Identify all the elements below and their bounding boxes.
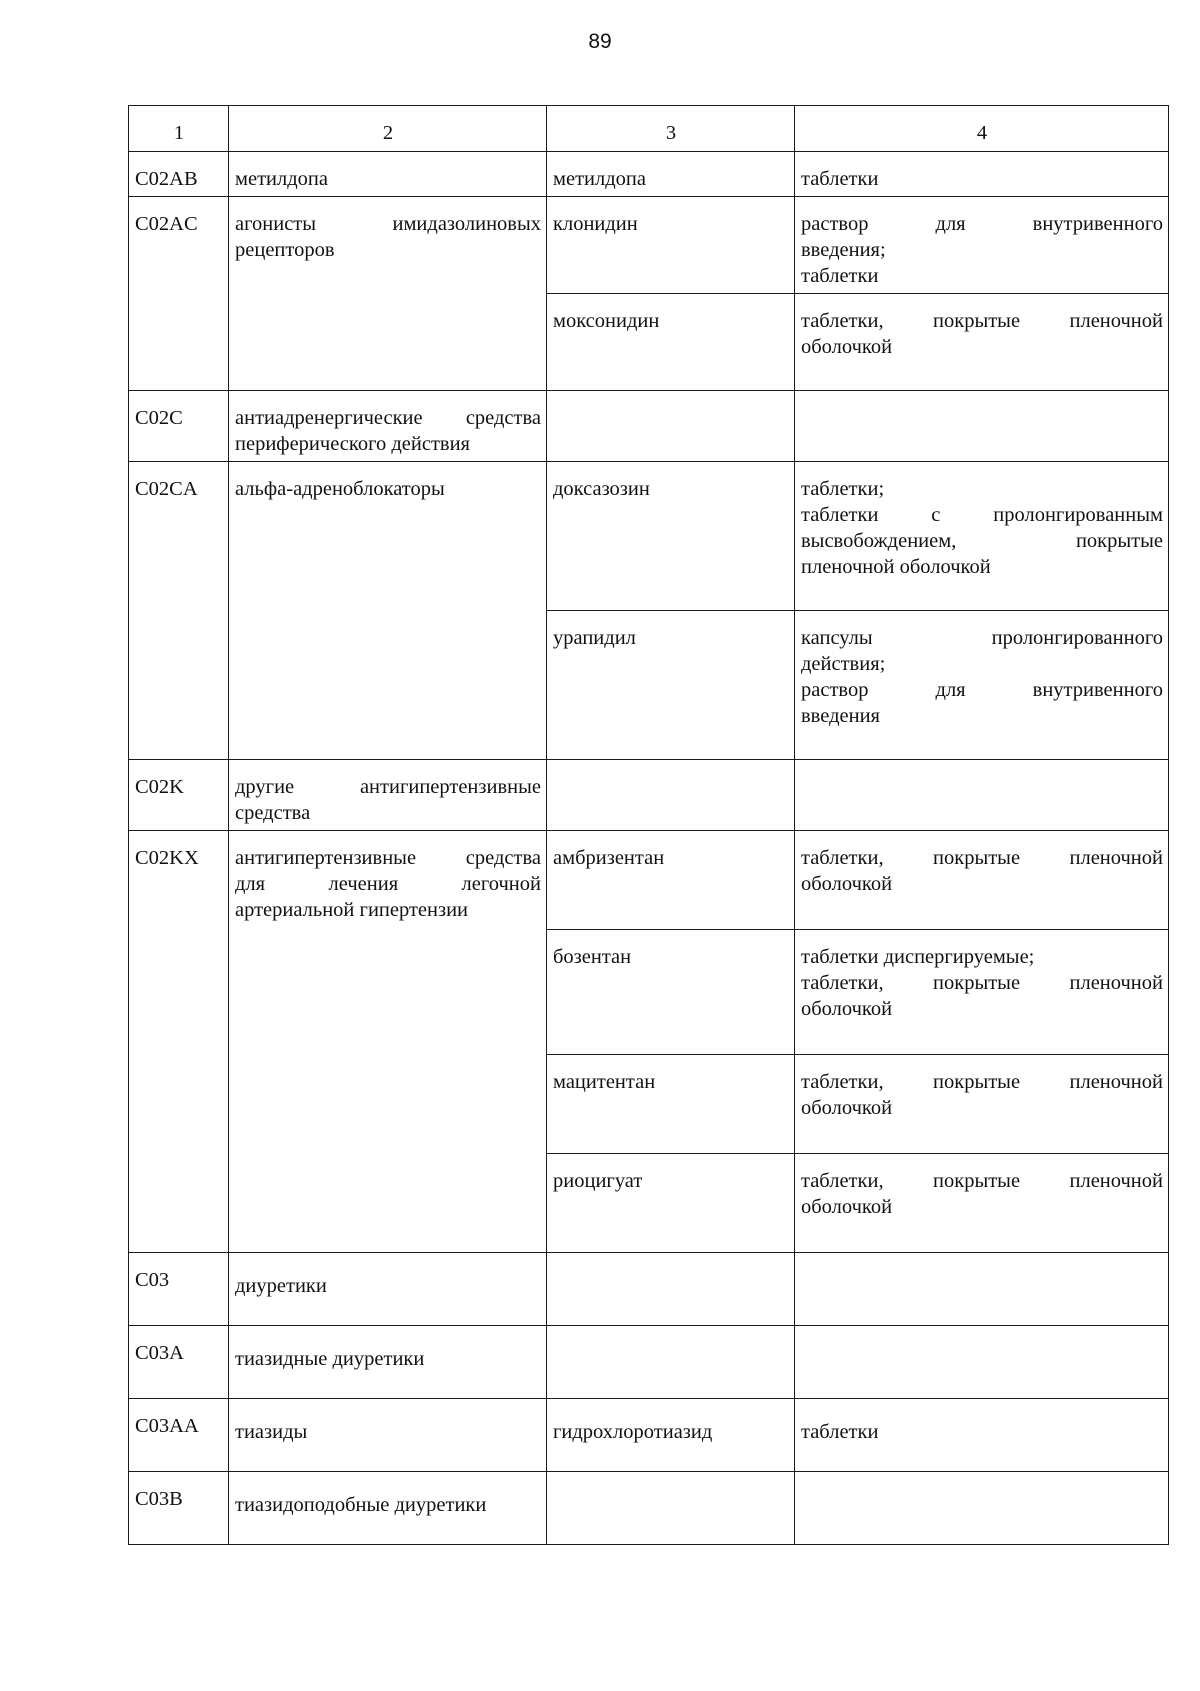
dosage-form-line: таблетки с пролонгированным (801, 504, 1163, 526)
group-name: тиазиды (229, 1399, 547, 1472)
drug-name: бозентан (547, 930, 795, 1055)
atc-code: C02CA (129, 462, 229, 760)
dosage-form (795, 1055, 1169, 1154)
dosage-form: таблетки (795, 152, 1169, 197)
atc-code: C02C (129, 391, 229, 462)
drug-name: амбризентан (547, 831, 795, 930)
drug-name: мацитентан (547, 1055, 795, 1154)
table-row (129, 1399, 1169, 1472)
group-name-line: для лечения легочной (235, 873, 541, 895)
dosage-form-line: оболочкой (801, 1196, 893, 1218)
group-name: метилдопа (229, 152, 547, 197)
dosage-form-line: таблетки, покрытые пленочной (801, 1170, 1163, 1192)
table-header-row (129, 106, 1169, 152)
table-row (129, 462, 1169, 611)
dosage-form (795, 1326, 1169, 1399)
group-name-line: рецепторов (235, 239, 335, 261)
header-col-3: 3 (547, 106, 795, 152)
atc-code: C03B (129, 1472, 229, 1545)
group-name: диуретики (229, 1253, 547, 1326)
drug-name (547, 1472, 795, 1545)
dosage-form (795, 1154, 1169, 1253)
page-number: 89 (588, 30, 612, 53)
group-name-line: средства (235, 802, 311, 824)
group-name (229, 760, 547, 831)
atc-code: C02AB (129, 152, 229, 197)
dosage-form-line: оболочкой (801, 873, 893, 895)
dosage-form-line: оболочкой (801, 998, 893, 1020)
dosage-form-line: таблетки диспергируемые; (801, 946, 1035, 968)
dosage-form-line: пленочной оболочкой (801, 556, 991, 578)
drug-list-table (128, 105, 1169, 1545)
dosage-form-line: раствор для внутривенного (801, 213, 1163, 235)
atc-code: C02AC (129, 197, 229, 391)
dosage-form-line: высвобождением, покрытые (801, 530, 1163, 552)
atc-code: C03A (129, 1326, 229, 1399)
dosage-form-line: таблетки, покрытые пленочной (801, 1071, 1163, 1093)
drug-name: доксазозин (547, 462, 795, 611)
group-name-line: агонисты имидазолиновых (235, 213, 541, 235)
drug-name: моксонидин (547, 294, 795, 391)
header-col-4: 4 (795, 106, 1169, 152)
dosage-form-line: действия; (801, 653, 886, 675)
dosage-form (795, 294, 1169, 391)
table-row (129, 391, 1169, 462)
dosage-form (795, 1253, 1169, 1326)
atc-code: C03 (129, 1253, 229, 1326)
drug-name: метилдопа (547, 152, 795, 197)
drug-name: риоцигуат (547, 1154, 795, 1253)
drug-name (547, 1253, 795, 1326)
dosage-form (795, 760, 1169, 831)
dosage-form (795, 831, 1169, 930)
group-name: тиазидоподобные диуретики (229, 1472, 547, 1545)
group-name-line: антиадренергические средства (235, 407, 541, 429)
dosage-form-line: введения; (801, 239, 886, 261)
dosage-form (795, 1472, 1169, 1545)
dosage-form-line: таблетки, покрытые пленочной (801, 310, 1163, 332)
group-name: альфа-адреноблокаторы (229, 462, 547, 760)
dosage-form-line: введения (801, 705, 880, 727)
drug-name (547, 760, 795, 831)
group-name-line: артериальной гипертензии (235, 899, 469, 921)
dosage-form-line: таблетки, покрытые пленочной (801, 972, 1163, 994)
group-name-line: другие антигипертензивные (235, 776, 541, 798)
dosage-form-line: капсулы пролонгированного (801, 627, 1163, 649)
atc-code: C02K (129, 760, 229, 831)
atc-code: C02KX (129, 831, 229, 1253)
group-name-line: антигипертензивные средства (235, 847, 541, 869)
drug-name: урапидил (547, 611, 795, 760)
dosage-form-line: оболочкой (801, 1097, 893, 1119)
dosage-form (795, 391, 1169, 462)
drug-name: клонидин (547, 197, 795, 294)
group-name (229, 831, 547, 1253)
table-row (129, 831, 1169, 930)
header-col-2: 2 (229, 106, 547, 152)
atc-code: C03AA (129, 1399, 229, 1472)
table-row (129, 1326, 1169, 1399)
dosage-form-line: раствор для внутривенного (801, 679, 1163, 701)
dosage-form-line: таблетки; (801, 478, 885, 500)
table-row (129, 197, 1169, 294)
drug-name (547, 391, 795, 462)
dosage-form: таблетки (795, 1399, 1169, 1472)
group-name-line: периферического действия (235, 433, 470, 455)
dosage-form-line: оболочкой (801, 336, 893, 358)
group-name: тиазидные диуретики (229, 1326, 547, 1399)
header-col-1: 1 (129, 106, 229, 152)
dosage-form-line: таблетки, покрытые пленочной (801, 847, 1163, 869)
group-name (229, 391, 547, 462)
table-row (129, 760, 1169, 831)
table-row (129, 1472, 1169, 1545)
group-name (229, 197, 547, 391)
table-row (129, 152, 1169, 197)
dosage-form (795, 197, 1169, 294)
dosage-form (795, 611, 1169, 760)
dosage-form (795, 462, 1169, 611)
dosage-form-line: таблетки (801, 265, 879, 287)
table-row (129, 1253, 1169, 1326)
drug-name (547, 1326, 795, 1399)
drug-name: гидрохлоротиазид (547, 1399, 795, 1472)
dosage-form (795, 930, 1169, 1055)
